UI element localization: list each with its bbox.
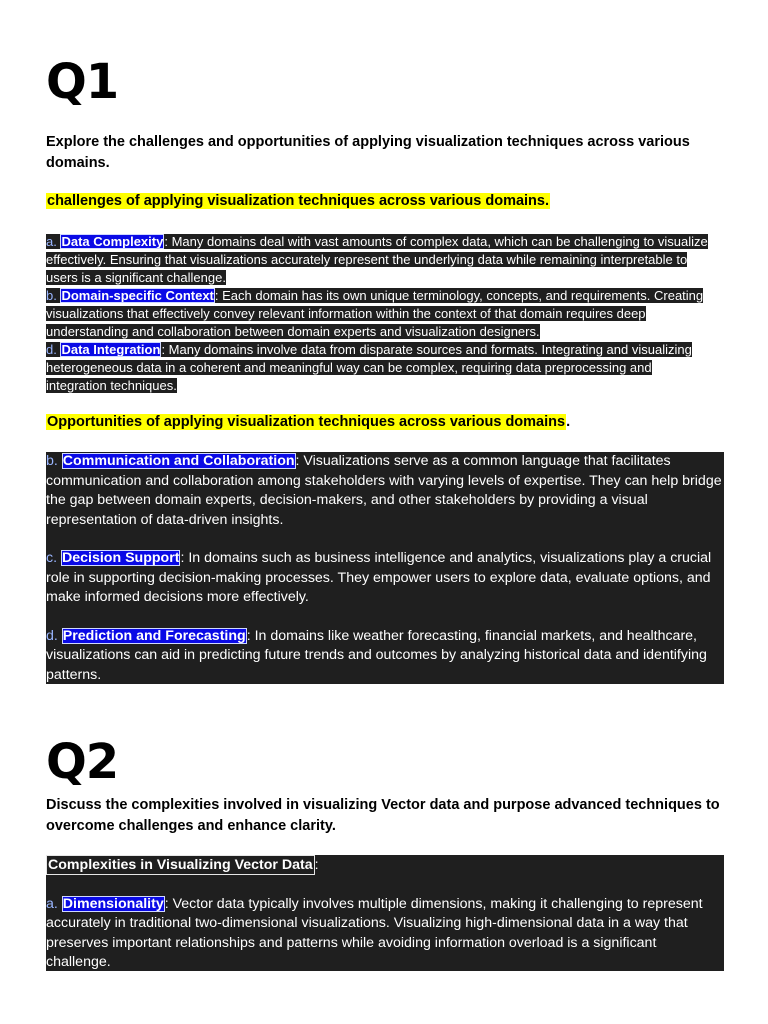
q1-opportunities-heading bbox=[46, 412, 570, 433]
item-letter: d. bbox=[46, 342, 57, 357]
q2-complexities-block bbox=[46, 855, 724, 971]
list-item-communication bbox=[46, 452, 724, 530]
list-item-data-integration bbox=[46, 342, 692, 393]
complexities-heading-colon: : bbox=[314, 857, 319, 873]
item-term: Domain-specific Context bbox=[61, 288, 214, 303]
item-text: : Many domains involve data from disparate sources and formats. Integrating and visualizing heterogeneous data in a coherent and meaningful way can be complex, requiring data preprocessing and integration techniques. bbox=[46, 342, 692, 393]
list-item-dimensionality bbox=[46, 895, 724, 973]
item-letter: c. bbox=[46, 550, 58, 566]
complexities-heading bbox=[46, 855, 724, 876]
item-term: Decision Support bbox=[62, 550, 180, 566]
item-term: Prediction and Forecasting bbox=[62, 627, 246, 644]
item-letter: b. bbox=[46, 288, 57, 303]
q1-title: Q1 bbox=[46, 54, 119, 110]
opportunities-heading-period: . bbox=[566, 414, 571, 430]
item-text: : Many domains deal with vast amounts of complex data, which can be challenging to visualize effectively. Ensuring that visualizations accurately represent the underlying data while remaining interpretable to users is a significant challenge. bbox=[46, 234, 708, 285]
q1-opportunities-block bbox=[46, 452, 724, 684]
item-letter: a. bbox=[46, 234, 57, 249]
item-text: : In domains like weather forecasting, financial markets, and healthcare, visualizations can aid in predicting future trends and outcomes by analyzing historical data and identifying patterns. bbox=[46, 627, 707, 683]
q2-title: Q2 bbox=[46, 734, 119, 790]
q1-challenges-heading bbox=[46, 191, 550, 212]
complexities-heading-box: Complexities in Visualizing Vector Data bbox=[48, 857, 313, 873]
list-item-domain-context bbox=[46, 288, 703, 339]
item-letter: a. bbox=[46, 895, 58, 912]
item-text: : In domains such as business intelligence and analytics, visualizations play a crucial role in supporting decision-making processes. They empower users to explore data, evaluate options, and make informed decisions more effectively. bbox=[46, 550, 712, 605]
item-letter: d. bbox=[46, 627, 58, 644]
item-text: : Visualizations serve as a common language that facilitates communication and collaboration among stakeholders with varying levels of expertise. They can help bridge the gap between domain experts, decision-makers, and other stakeholders by providing a visual representation of data-driven insights. bbox=[46, 453, 722, 528]
item-term: Data Integration bbox=[61, 342, 161, 357]
q1-challenges-list bbox=[46, 233, 710, 395]
item-term: Data Complexity bbox=[61, 234, 164, 249]
item-term: Communication and Collaboration bbox=[62, 453, 295, 469]
list-item-decision-support bbox=[46, 549, 724, 608]
item-text: : Vector data typically involves multiple dimensions, making it challenging to represent accurately in traditional two-dimensional visualizations. Visualizing high-dimensional data in a way that preserves important relationships and patterns while avoiding information overload is a significant challenge. bbox=[46, 895, 703, 970]
q1-question: Explore the challenges and opportunities of applying visualization techniques across various domains. bbox=[46, 134, 690, 171]
item-letter: b. bbox=[46, 453, 58, 469]
opportunities-heading-highlight: Opportunities of applying visualization techniques across various domains bbox=[47, 414, 566, 430]
item-text: : Each domain has its own unique terminology, concepts, and requirements. Creating visualizations that effectively convey relevant information within the context of that domain requires deep understanding and collaboration between domain experts and visualization designers. bbox=[46, 288, 704, 339]
challenges-heading-highlight: challenges of applying visualization techniques across various domains. bbox=[47, 193, 549, 209]
item-term: Dimensionality bbox=[62, 895, 164, 912]
list-item-data-complexity bbox=[46, 234, 708, 285]
q2-question: Discuss the complexities involved in visualizing Vector data and purpose advanced techniques to overcome challenges and enhance clarity. bbox=[46, 797, 720, 834]
list-item-prediction bbox=[46, 627, 724, 686]
